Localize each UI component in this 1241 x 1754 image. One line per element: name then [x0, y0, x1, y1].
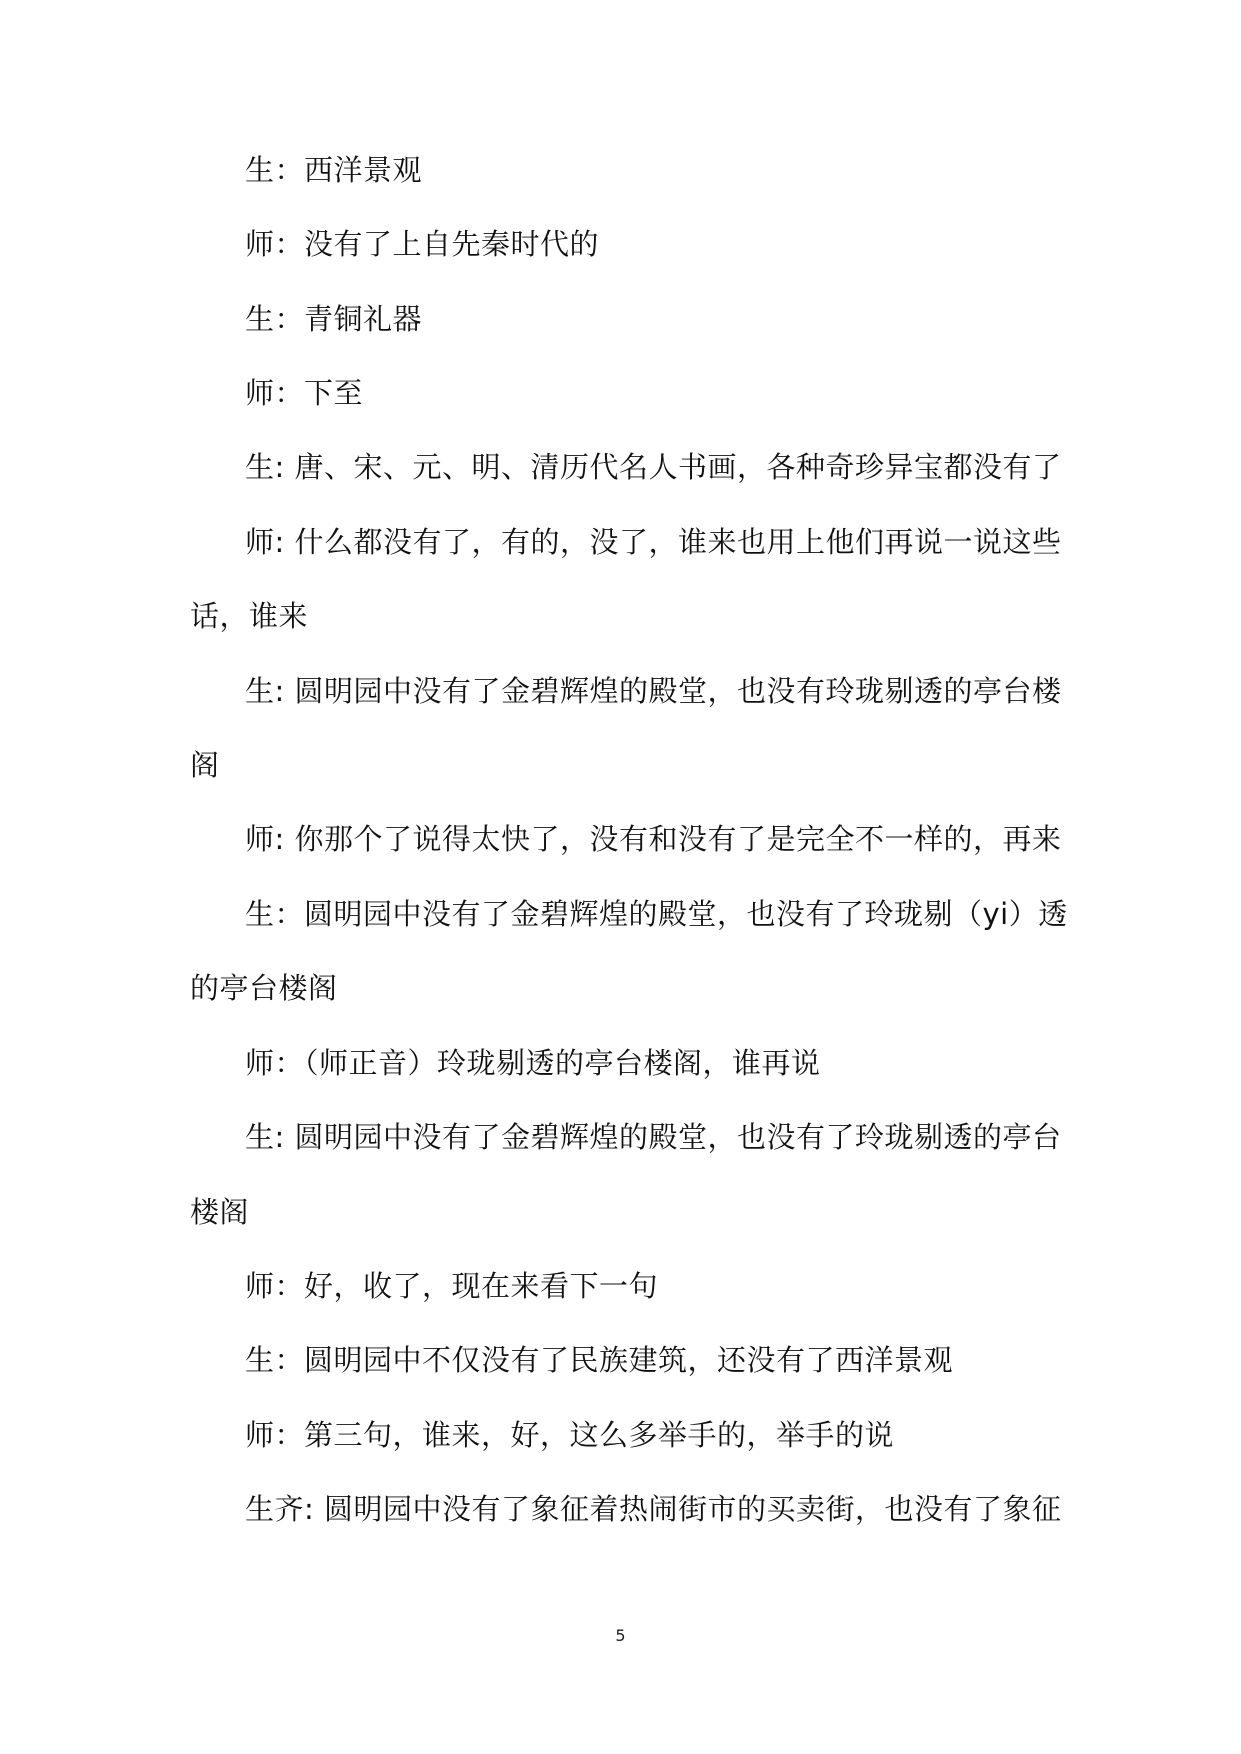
page-number: 5: [615, 1626, 626, 1645]
paragraph-line: 生：圆明园中没有了金碧辉煌的殿堂，也没有了玲珑剔（yi）透: [245, 897, 1068, 931]
paragraph-line: 师: 什么都没有了，有的，没了，谁来也用上他们再说一说这些: [245, 525, 1062, 559]
paragraph-line: 师：没有了上自先秦时代的: [245, 227, 600, 261]
paragraph-line: 师：（师正音）玲珑剔透的亭台楼阁，谁再说: [245, 1046, 821, 1080]
paragraph-line: 师：下至: [245, 376, 364, 410]
paragraph-line: 师: 你那个了说得太快了，没有和没有了是完全不一样的，再来: [245, 822, 1062, 856]
paragraph-line: 生：圆明园中不仅没有了民族建筑，还没有了西洋景观: [245, 1343, 954, 1377]
paragraph-line: 的亭台楼阁: [190, 971, 338, 1005]
paragraph-line: 生: 唐、宋、元、明、清历代名人书画，各种奇珍异宝都没有了: [245, 450, 1062, 484]
paragraph-line: 生：西洋景观: [245, 153, 423, 187]
paragraph-line: 生: 圆明园中没有了金碧辉煌的殿堂，也没有了玲珑剔透的亭台: [245, 1120, 1062, 1154]
paragraph-line: 生: 圆明园中没有了金碧辉煌的殿堂，也没有玲珑剔透的亭台楼: [245, 674, 1062, 708]
paragraph-line: 话，谁来: [190, 599, 309, 633]
paragraph-line: 楼阁: [190, 1195, 250, 1229]
paragraph-line: 阁: [190, 748, 220, 782]
paragraph-line: 师：好，收了，现在来看下一句: [245, 1269, 659, 1303]
paragraph-line: 师：第三句，谁来，好，这么多举手的，举手的说: [245, 1418, 895, 1452]
paragraph-line: 生：青铜礼器: [245, 302, 423, 336]
paragraph-line: 生齐: 圆明园中没有了象征着热闹街市的买卖街，也没有了象征: [245, 1492, 1062, 1526]
